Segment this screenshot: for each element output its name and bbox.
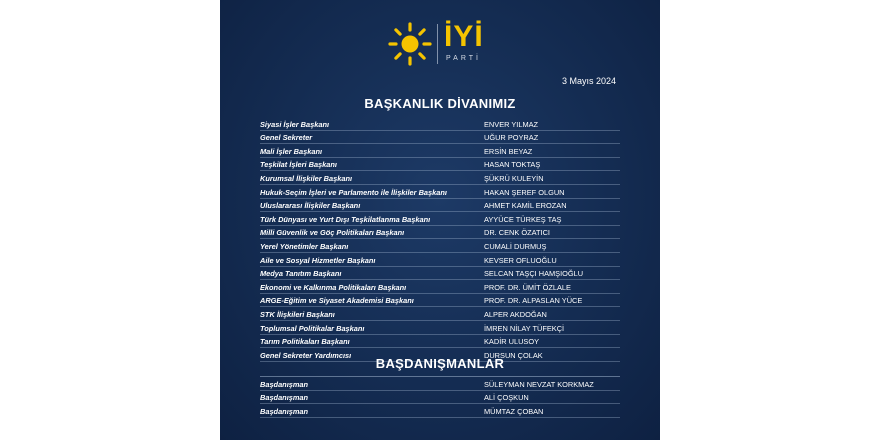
role-title: Ekonomi ve Kalkınma Politikaları Başkanı [260,282,407,292]
role-title: STK İlişkileri Başkanı [260,309,335,319]
role-title: Medya Tanıtım Başkanı [260,269,342,279]
role-title: Türk Dünyası ve Yurt Dışı Teşkilatlanma Başkanı [260,214,431,224]
list-item [260,253,620,267]
list-item [260,117,620,131]
person-name: HAKAN ŞEREF OLGUN [484,187,565,197]
announcement-date: 3 Mayıs 2024 [561,76,616,86]
person-name: PROF. DR. ÜMİT ÖZLALE [484,282,571,292]
person-name: PROF. DR. ALPASLAN YÜCE [484,296,583,306]
person-name: SÜLEYMAN NEVZAT KORKMAZ [484,379,594,389]
list-item [260,226,620,240]
list-item [260,267,620,281]
role-title: Aile ve Sosyal Hizmetler Başkanı [260,255,376,265]
list-item [260,294,620,308]
person-name: DURSUN ÇOLAK [484,350,543,360]
person-name: MÜMTAZ ÇOBAN [484,406,544,416]
person-name: ŞÜKRÜ KULEYİN [484,173,544,183]
person-name: ENVER YILMAZ [484,119,539,129]
section-title-divan: BAŞKANLIK DİVANIMIZ [364,96,516,111]
person-name: ALİ ÇOŞKUN [484,393,529,403]
divan-list [260,117,620,362]
sun-icon [388,22,432,66]
list-item [260,171,620,185]
person-name: AYYÜCE TÜRKEŞ TAŞ [484,214,562,224]
list-item [260,158,620,172]
role-title: Genel Sekreter Yardımcısı [260,350,352,360]
list-item [260,212,620,226]
list-item [260,377,620,391]
person-name: SELCAN TAŞÇI HAMŞIOĞLU [484,269,584,279]
person-name: KADİR ULUSOY [484,337,540,347]
role-title: Toplumsal Politikalar Başkanı [260,323,365,333]
role-title: Yerel Yönetimler Başkanı [260,241,349,251]
party-logo [220,18,660,70]
role-title: Tarım Politikaları Başkanı [260,337,350,347]
role-title: Genel Sekreter [260,133,313,143]
role-title: Mali İşler Başkanı [260,146,323,156]
list-item [260,404,620,418]
role-title: Başdanışman [260,393,309,403]
person-name: ALPER AKDOĞAN [484,309,547,319]
logo-subtext: PARTİ [446,55,481,62]
person-name: UĞUR POYRAZ [484,133,539,143]
person-name: İMREN NİLAY TÜFEKÇİ [484,323,565,333]
list-item [260,239,620,253]
role-title: Siyasi İşler Başkanı [260,119,330,129]
list-item [260,280,620,294]
logo-wordmark: İYİ [444,20,484,53]
list-item [260,199,620,213]
list-item [260,321,620,335]
role-title: Başdanışman [260,379,309,389]
person-name: DR. CENK ÖZATICI [484,228,550,238]
list-item [260,391,620,405]
role-title: Milli Güvenlik ve Göç Politikaları Başkanı [260,228,405,238]
role-title: Teşkilat İşleri Başkanı [260,160,337,170]
list-item [260,185,620,199]
person-name: AHMET KAMİL EROZAN [484,201,567,211]
list-item [260,131,620,145]
list-item [260,144,620,158]
person-name: CUMALİ DURMUŞ [484,241,547,251]
role-title: Başdanışman [260,406,309,416]
section-title-advisors: BAŞDANIŞMANLAR [375,356,505,371]
advisors-list [260,377,620,418]
logo-divider [437,24,438,64]
role-title: Hukuk-Seçim İşleri ve Parlamento ile İlişkiler Başkanı [260,187,447,197]
role-title: ARGE-Eğitim ve Siyaset Akademisi Başkanı [260,296,414,306]
list-item [260,307,620,321]
list-item [260,335,620,349]
role-title: Uluslararası İlişkiler Başkanı [260,201,361,211]
person-name: HASAN TOKTAŞ [484,160,541,170]
announcement-card [220,0,660,440]
role-title: Kurumsal İlişkiler Başkanı [260,173,353,183]
person-name: KEVSER OFLUOĞLU [484,255,557,265]
person-name: ERSİN BEYAZ [484,146,533,156]
